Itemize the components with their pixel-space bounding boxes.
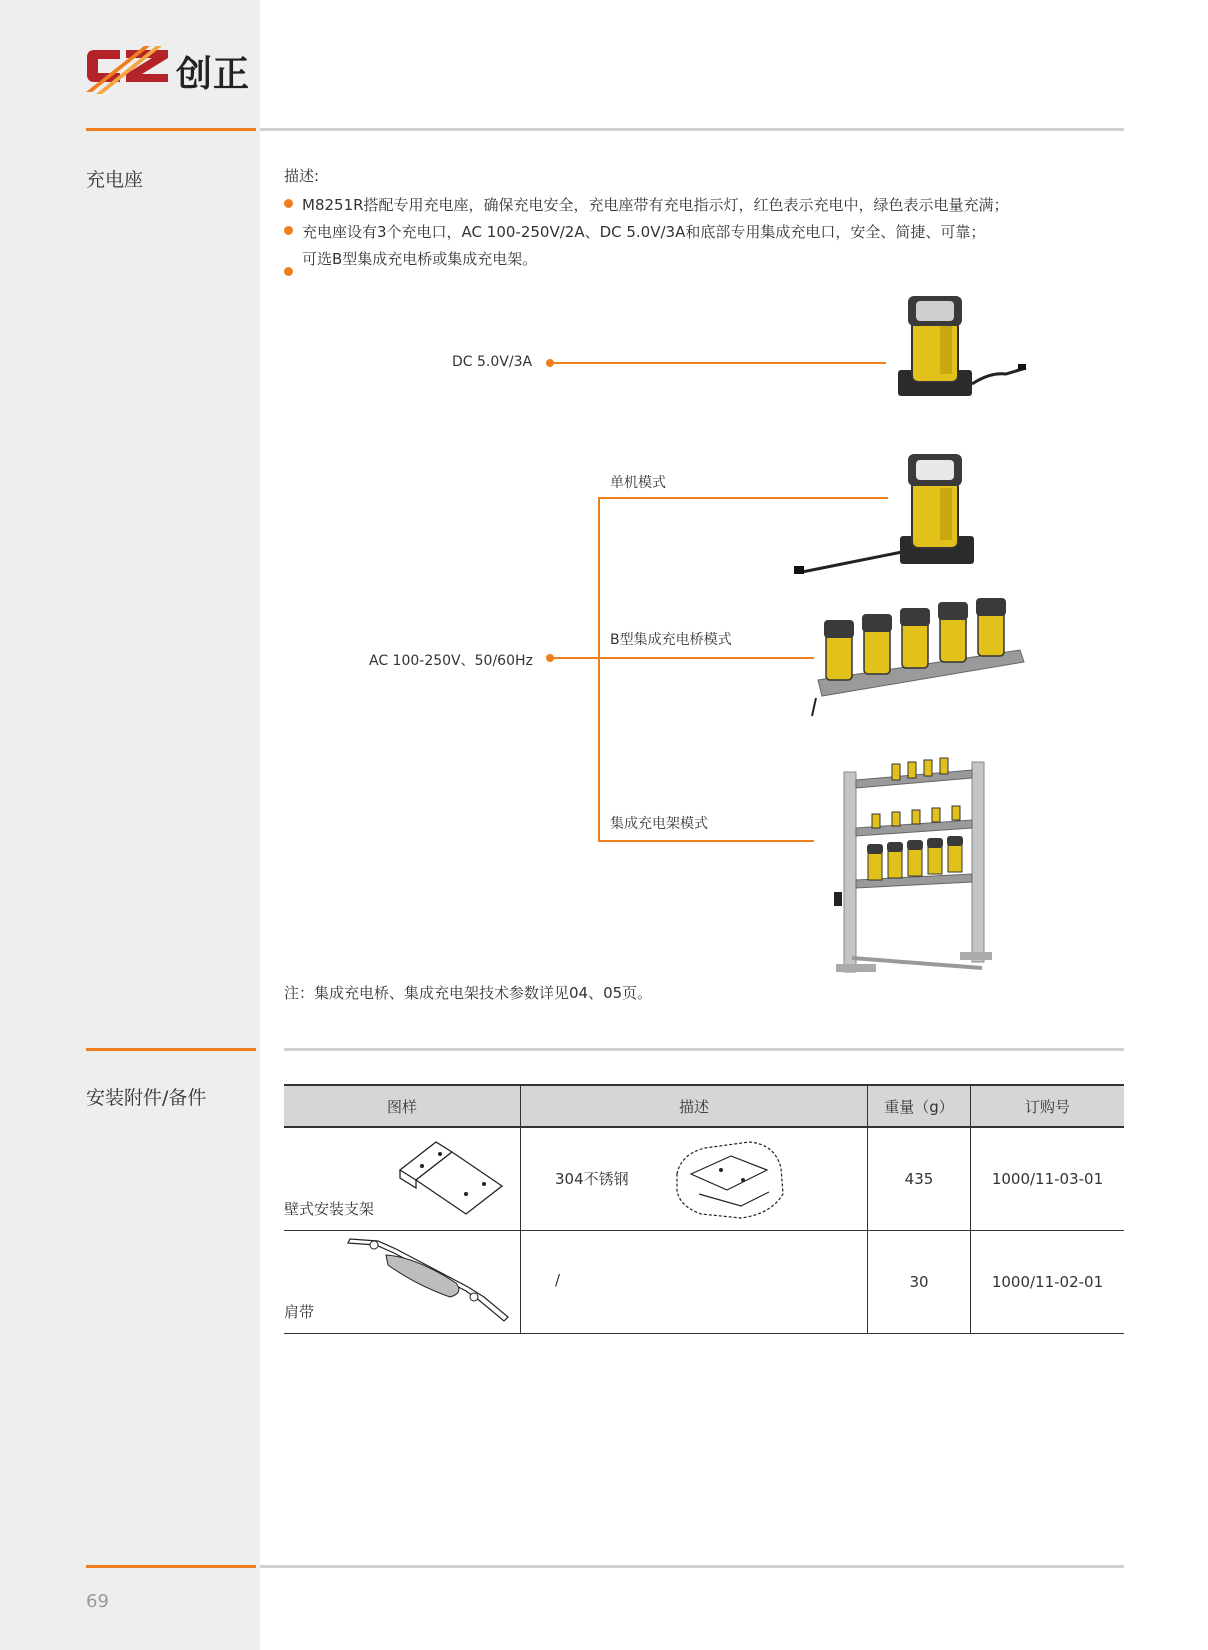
shoulder-strap-drawing [346,1235,516,1325]
item-description: 304不锈钢 [555,1170,629,1188]
mode-label-rack: 集成充电架模式 [610,816,708,832]
ac-label: AC 100-250V、50/60Hz [369,653,533,669]
bullet-text-3: 可选B型集成充电桥或集成充电架。 [302,250,538,268]
branch-line-bridge [598,657,814,659]
item-description: / [555,1271,561,1289]
footer-orange-rule [86,1565,256,1568]
dc-label: DC 5.0V/3A [452,354,533,370]
left-sidebar [0,0,260,1650]
mode-label-bridge: B型集成充电桥模式 [610,632,732,648]
table-row [284,1231,1124,1334]
description-label: 描述: [284,167,320,185]
cz-logo-mark-icon [84,42,174,98]
charging-bridge-image [810,598,1030,718]
table-header-row [284,1085,1124,1127]
charger-dc-image [890,292,1030,412]
bracket-mounted-drawing [671,1134,791,1224]
col-header-description: 描述 [521,1085,868,1127]
page-number: 69 [86,1591,109,1612]
bullet-text-1: M8251R搭配专用充电座，确保充电安全，充电座带有充电指示灯，红色表示充电中，绿色表示电量充满； [302,196,1009,214]
charging-rack-image [832,752,992,982]
cell-description [521,1127,868,1231]
section-title-accessories: 安装附件/备件 [86,1087,207,1109]
top-gray-rule [260,128,1124,131]
bullet-text-2: 充电座设有3个充电口，AC 100-250V/2A、DC 5.0V/3A和底部专用集成充电口，安全、简捷、可靠； [302,223,986,241]
section-title-charger: 充电座 [86,169,144,191]
cell-description [521,1231,868,1334]
item-name: 壁式安装支架 [284,1200,375,1218]
col-header-image: 图样 [284,1085,521,1127]
logo-text: 创正 [176,54,251,95]
mode-label-standalone: 单机模式 [610,475,666,491]
accessories-table [284,1084,1124,1334]
note-text: 注：集成充电桥、集成充电架技术参数详见04、05页。 [284,984,653,1002]
cell-image [284,1231,521,1334]
footer-gray-rule [260,1565,1124,1568]
table-row [284,1127,1124,1231]
cell-weight: 30 [868,1231,971,1334]
bullet-dot [284,267,293,276]
top-orange-rule [86,128,256,131]
cell-order-number: 1000/11-03-01 [971,1127,1125,1231]
company-logo [84,40,264,100]
branch-line-rack [598,840,814,842]
bullet-dot [284,199,293,208]
ac-trunk-line [550,657,600,659]
col-header-order-number: 订购号 [971,1085,1125,1127]
ac-vertical-branch [598,497,600,842]
dc-connector-line [550,362,886,364]
cell-order-number: 1000/11-02-01 [971,1231,1125,1334]
section2-gray-rule [284,1048,1124,1051]
bullet-dot [284,226,293,235]
item-name: 肩带 [284,1303,315,1321]
cell-weight: 435 [868,1127,971,1231]
cell-image [284,1127,521,1231]
wall-bracket-drawing [396,1138,506,1218]
col-header-weight: 重量（g） [868,1085,971,1127]
charger-standalone-image [792,450,982,580]
section2-orange-rule [86,1048,256,1051]
